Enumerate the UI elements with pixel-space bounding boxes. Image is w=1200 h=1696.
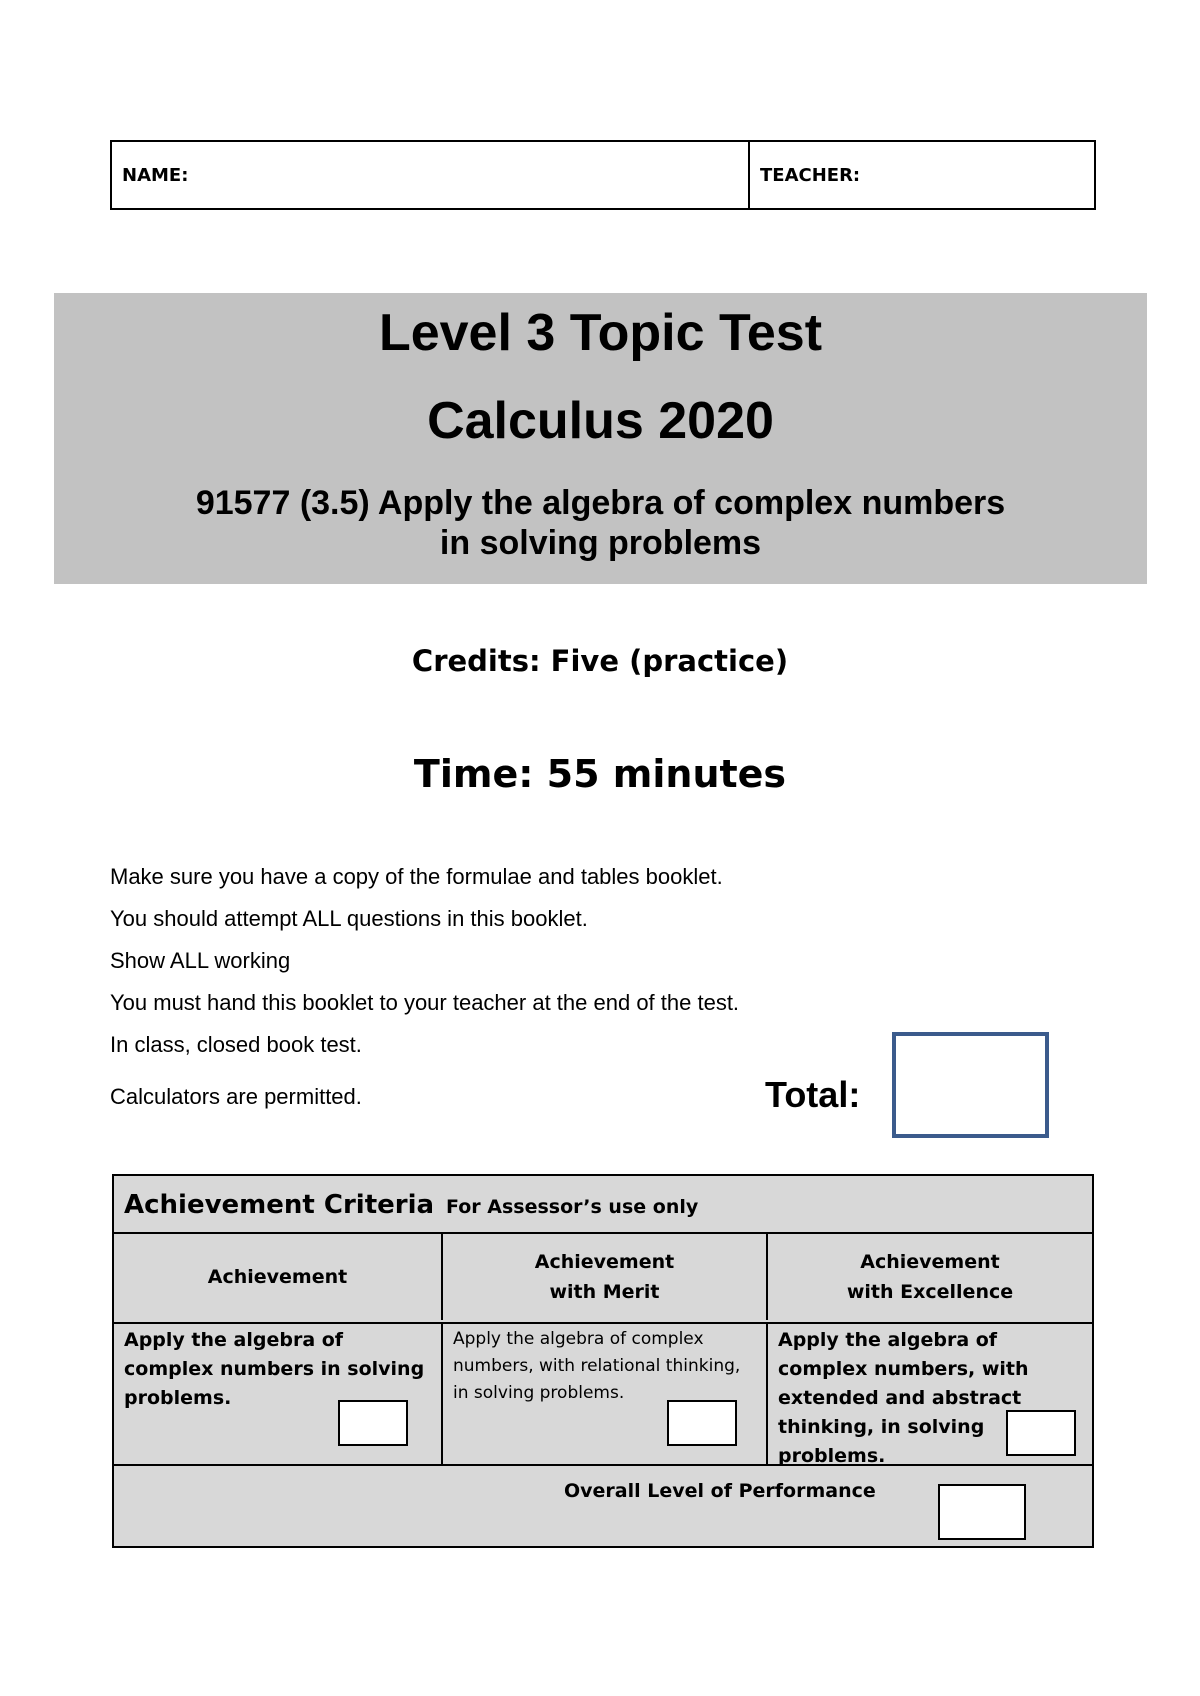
excellence-cell (768, 1322, 1092, 1467)
assessor-note: For Assessor’s use only (446, 1196, 699, 1218)
total-label: Total: (765, 1074, 861, 1115)
overall-performance-label: Overall Level of Performance (564, 1480, 876, 1502)
merit-mark-box[interactable] (667, 1400, 737, 1446)
achievement-criteria-table (112, 1174, 1094, 1548)
instruction-item: You must hand this booklet to your teacher at the end of the test. (110, 990, 740, 1015)
teacher-label: TEACHER: (760, 164, 861, 186)
name-label: NAME: (122, 164, 189, 186)
merit-description: Apply the algebra of complex numbers, with relational thinking, in solving problems. (453, 1329, 741, 1403)
teacher-field[interactable] (750, 142, 1094, 208)
subject-title: Calculus 2020 (427, 392, 774, 450)
heading-merit: Achievement with Merit (441, 1234, 768, 1320)
instruction-item: In class, closed book test. (110, 1032, 362, 1057)
criteria-title: Achievement Criteria (124, 1190, 435, 1220)
standard-title-line-2: in solving problems (439, 524, 762, 562)
criteria-description-row (114, 1322, 1092, 1466)
title-banner (54, 293, 1147, 584)
achievement-description: Apply the algebra of complex numbers in solving problems. (124, 1329, 425, 1409)
overall-mark-box[interactable] (938, 1484, 1026, 1540)
instruction-item: You should attempt ALL questions in this booklet. (110, 906, 588, 931)
name-teacher-box (110, 140, 1096, 210)
credits-text: Credits: Five (practice) (411, 644, 789, 678)
heading-achievement: Achievement (207, 1266, 348, 1288)
excellence-mark-box[interactable] (1006, 1410, 1076, 1456)
standard-title-line-1: 91577 (3.5) Apply the algebra of complex numbers (195, 484, 1006, 522)
instruction-item: Make sure you have a copy of the formulae and tables booklet. (110, 864, 723, 889)
instruction-item: Show ALL working (110, 948, 291, 973)
heading-excellence: Achievement with Excellence (846, 1251, 1014, 1303)
instruction-item: Calculators are permitted. (110, 1084, 362, 1109)
merit-cell (441, 1322, 768, 1464)
criteria-header (114, 1176, 1092, 1234)
excellence-description: Apply the algebra of complex numbers, with extended and abstract thinking, in solving problems. (778, 1329, 1029, 1467)
name-field[interactable] (112, 142, 750, 208)
test-title: Level 3 Topic Test (378, 304, 823, 362)
achievement-mark-box[interactable] (338, 1400, 408, 1446)
total-score-box[interactable] (892, 1032, 1049, 1138)
criteria-heading-row (114, 1234, 1092, 1324)
achievement-cell (114, 1322, 441, 1464)
standard-title (54, 483, 1147, 563)
time-text: Time: 55 minutes (413, 752, 787, 796)
